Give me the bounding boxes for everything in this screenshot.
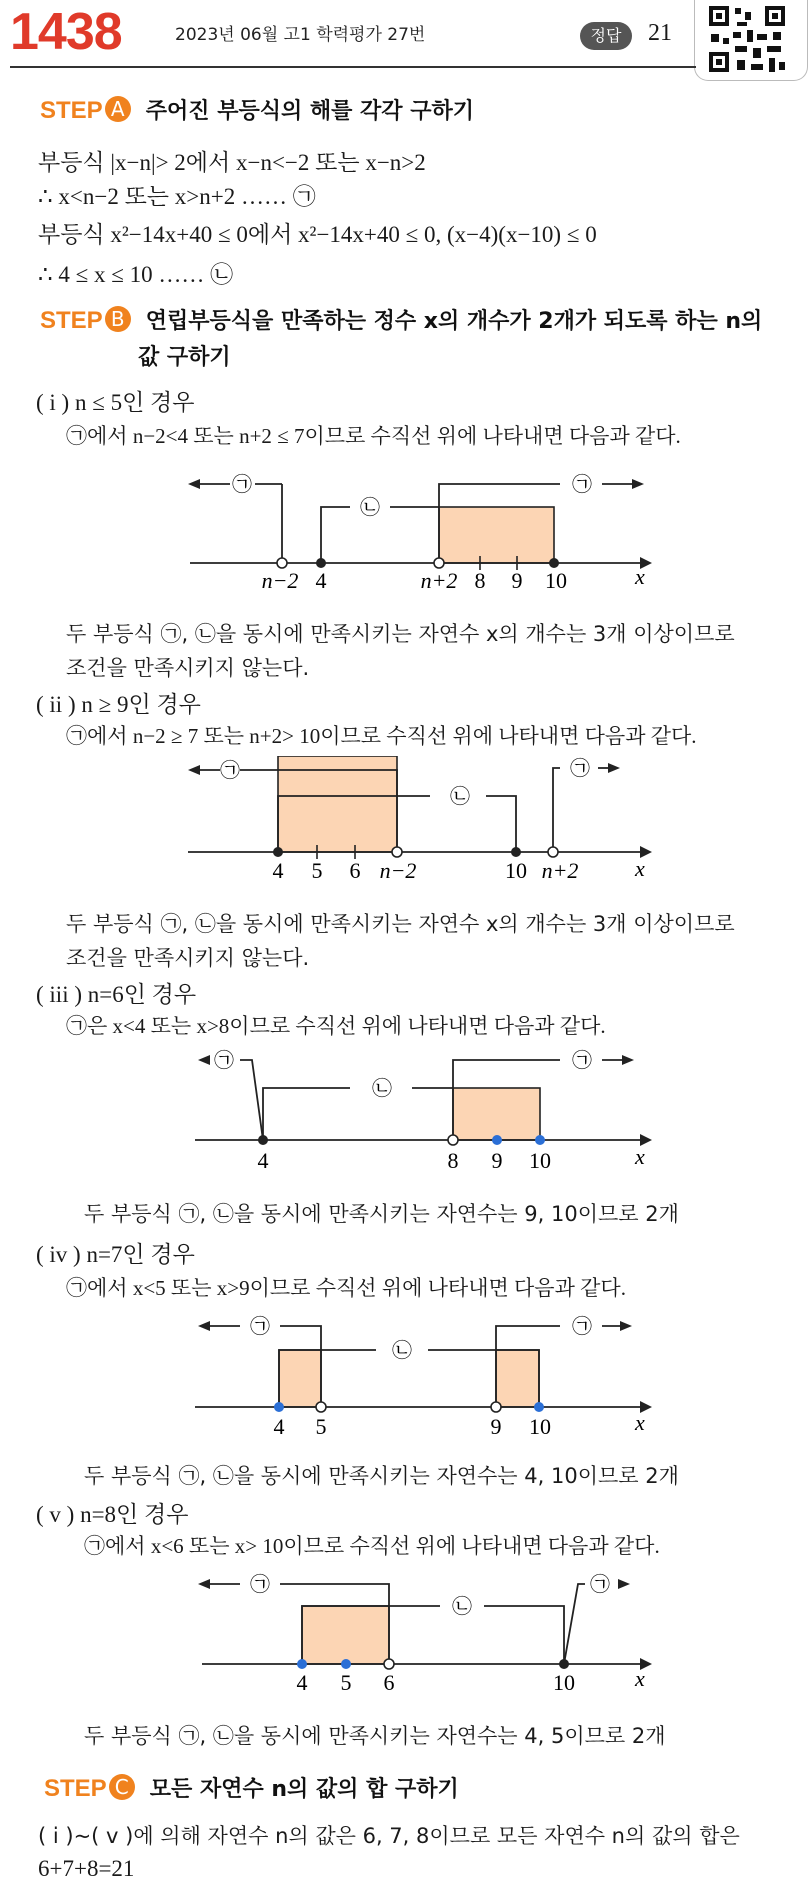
label-b: ㉡: [392, 1340, 412, 1362]
tick-label: 8: [447, 1148, 459, 1173]
tick-label: 10: [553, 1670, 575, 1695]
tick-label: 9: [511, 568, 523, 592]
tick-label: n−2: [261, 568, 299, 592]
tick-label: 5: [315, 1414, 327, 1438]
step-c-title: 모든 자연수 n의 값의 합 구하기: [149, 1777, 459, 1802]
axis-variable: x: [635, 1410, 645, 1435]
case-3-head: ( iii ) n=6인 경우: [36, 982, 197, 1007]
problem-source: 2023년 06월 고1 학력평가 27번: [175, 25, 426, 45]
tick-label: 10: [505, 858, 527, 883]
label-b: ㉡: [450, 786, 470, 808]
label-b: ㉡: [452, 1596, 472, 1618]
tick-label: 4: [272, 858, 284, 883]
tick-label: 4: [273, 1414, 285, 1438]
step-a-line-2: ∴ x<n−2 또는 x>n+2 …… ㉠: [38, 184, 316, 209]
case-5-head: ( v ) n=8인 경우: [36, 1502, 189, 1527]
case-1-head: ( i ) n ≤ 5인 경우: [36, 390, 195, 415]
label-a-left: ㉠: [250, 1574, 270, 1596]
step-c-badge: C: [109, 1774, 135, 1800]
axis-variable: x: [635, 1666, 645, 1691]
tick-label: 4: [257, 1148, 269, 1173]
overlap-region: [439, 507, 554, 563]
solution-point: [492, 1135, 502, 1145]
step-b-title-line-1: 연립부등식을 만족하는 정수 x의 개수가 2개가 되도록 하는 n의: [145, 309, 763, 334]
tick-label: n+2: [420, 568, 458, 592]
number-line-case-3: [180, 1046, 660, 1176]
step-a-line-1: 부등식 |x−n|> 2에서 x−n<−2 또는 x−n>2: [38, 150, 426, 175]
case-1-result-2: 조건을 만족시키지 않는다.: [66, 656, 310, 680]
tick-label: 6: [349, 858, 361, 883]
tick-label: 10: [529, 1414, 551, 1438]
case-2-head: ( ii ) n ≥ 9인 경우: [36, 692, 201, 717]
tick-label: 5: [311, 858, 323, 883]
case-4-head: ( iv ) n=7인 경우: [36, 1242, 195, 1267]
label-a-left: ㉠: [214, 1050, 234, 1072]
answer-value: 21: [648, 20, 672, 46]
label-a-right: ㉠: [590, 1574, 610, 1596]
case-2-description: ㉠에서 n−2 ≥ 7 또는 n+2> 10이므로 수직선 위에 나타내면 다음과 같다.: [66, 724, 697, 748]
qr-code: [694, 0, 808, 81]
overlap-region: [496, 1350, 539, 1407]
step-label: STEP: [44, 1775, 107, 1802]
solution-point: [274, 1402, 284, 1412]
open-point: [277, 558, 287, 568]
overlap-region: [453, 1088, 540, 1140]
tick-label: 9: [490, 1414, 502, 1438]
label-a-right: ㉠: [572, 1050, 592, 1072]
step-c-line-1: ( i )~( v )에 의해 자연수 n의 값은 6, 7, 8이므로 모든 자연수 n의 값의 합은: [38, 1824, 740, 1848]
tick-label: 6: [383, 1670, 395, 1695]
tick-label: 4: [296, 1670, 308, 1695]
solution-point: [297, 1659, 307, 1669]
step-label: STEP: [40, 97, 103, 124]
tick-label: 9: [491, 1148, 503, 1173]
label-a-right: ㉠: [572, 474, 592, 496]
case-4-description: ㉠에서 x<5 또는 x>9이므로 수직선 위에 나타내면 다음과 같다.: [66, 1276, 626, 1300]
number-line-case-1: [180, 462, 660, 592]
problem-number: 1438: [10, 3, 122, 61]
tick-label: n−2: [379, 858, 417, 883]
step-label: STEP: [40, 307, 103, 334]
tick-label: 8: [474, 568, 486, 592]
case-1-result: 두 부등식 ㉠, ㉡을 동시에 만족시키는 자연수 x의 개수는 3개 이상이므로: [66, 622, 735, 646]
closed-point: [316, 558, 326, 568]
step-a-title: 주어진 부등식의 해를 각각 구하기: [145, 99, 474, 124]
tick-label: n+2: [541, 858, 579, 883]
overlap-region: [279, 1350, 321, 1407]
header-divider: [10, 66, 696, 68]
axis-variable: x: [635, 1144, 645, 1169]
number-line-case-4: [180, 1308, 660, 1438]
label-b: ㉡: [360, 497, 380, 519]
step-b-title-line-2: 값 구하기: [138, 345, 231, 370]
label-a-left: ㉠: [250, 1316, 270, 1338]
tick-label: 10: [545, 568, 567, 592]
solution-point: [535, 1135, 545, 1145]
case-4-result: 두 부등식 ㉠, ㉡을 동시에 만족시키는 자연수는 4, 10이므로 2개: [84, 1464, 679, 1488]
case-3-description: ㉠은 x<4 또는 x>8이므로 수직선 위에 나타내면 다음과 같다.: [66, 1014, 606, 1038]
step-a-heading: [40, 94, 474, 125]
number-line-case-2: [180, 756, 660, 886]
step-b-heading: [40, 304, 762, 335]
closed-point: [549, 558, 559, 568]
step-c-line-2: 6+7+8=21: [38, 1856, 135, 1881]
case-2-result-2: 조건을 만족시키지 않는다.: [66, 946, 310, 970]
case-5-result: 두 부등식 ㉠, ㉡을 동시에 만족시키는 자연수는 4, 5이므로 2개: [84, 1724, 666, 1748]
case-1-description: ㉠에서 n−2<4 또는 n+2 ≤ 7이므로 수직선 위에 나타내면 다음과 같다.: [66, 424, 681, 448]
solution-point: [341, 1659, 351, 1669]
label-a-right: ㉠: [572, 1316, 592, 1338]
solution-point: [534, 1402, 544, 1412]
step-a-badge: A: [105, 96, 131, 122]
step-a-line-4: ∴ 4 ≤ x ≤ 10 …… ㉡: [38, 262, 234, 287]
case-3-result: 두 부등식 ㉠, ㉡을 동시에 만족시키는 자연수는 9, 10이므로 2개: [84, 1202, 679, 1226]
axis-variable: x: [635, 856, 645, 881]
label-a-left: ㉠: [232, 474, 252, 496]
axis-variable: x: [635, 564, 645, 589]
tick-label: 5: [340, 1670, 352, 1695]
case-2-result: 두 부등식 ㉠, ㉡을 동시에 만족시키는 자연수 x의 개수는 3개 이상이므로: [66, 912, 735, 936]
label-a-left: ㉠: [220, 760, 240, 782]
overlap-region: [302, 1606, 389, 1664]
label-a-right: ㉠: [570, 758, 590, 780]
tick-label: 10: [529, 1148, 551, 1173]
step-c-heading: [44, 1772, 459, 1803]
answer-badge: 정답: [580, 22, 632, 50]
label-b: ㉡: [372, 1078, 392, 1100]
number-line-case-5: [180, 1568, 660, 1698]
open-point: [434, 558, 444, 568]
tick-label: 4: [315, 568, 327, 592]
step-a-line-3: 부등식 x²−14x+40 ≤ 0에서 x²−14x+40 ≤ 0, (x−4)(x−10) ≤ 0: [38, 222, 597, 247]
step-b-badge: B: [105, 306, 131, 332]
case-5-description: ㉠에서 x<6 또는 x> 10이므로 수직선 위에 나타내면 다음과 같다.: [84, 1534, 660, 1558]
